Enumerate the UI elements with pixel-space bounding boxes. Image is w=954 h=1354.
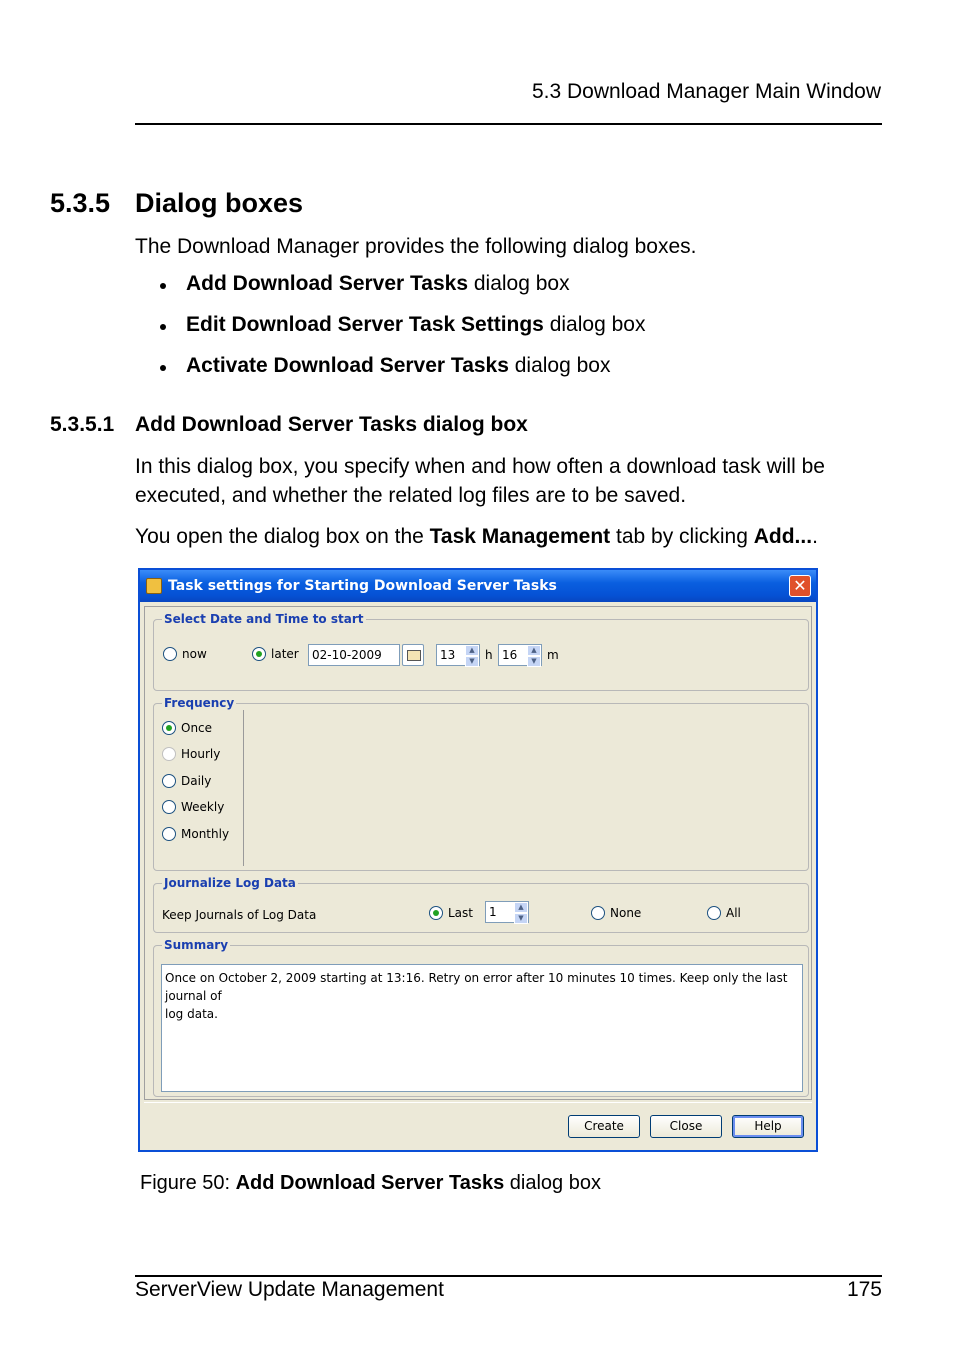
start-time-group bbox=[153, 612, 809, 691]
subsection-heading bbox=[50, 413, 528, 437]
frequency-group bbox=[153, 696, 809, 871]
list-item-bold: Edit Download Server Task Settings bbox=[186, 313, 544, 336]
radio-icon bbox=[162, 774, 176, 788]
minute-unit: m bbox=[547, 648, 559, 662]
paragraph bbox=[135, 452, 825, 510]
group-legend: Select Date and Time to start bbox=[164, 612, 364, 626]
task-settings-dialog bbox=[138, 568, 818, 1152]
log-none-radio[interactable] bbox=[591, 906, 641, 920]
frequency-once-radio[interactable] bbox=[162, 721, 212, 735]
log-all-radio[interactable] bbox=[707, 906, 741, 920]
bullet-icon bbox=[160, 324, 166, 330]
spin-down-icon[interactable]: ▼ bbox=[465, 656, 479, 667]
list-item-text: dialog box bbox=[468, 272, 570, 295]
close-window-button[interactable]: ✕ bbox=[789, 575, 811, 597]
radio-label: Hourly bbox=[181, 747, 221, 761]
radio-label: Once bbox=[181, 721, 213, 735]
list-item-text: dialog box bbox=[543, 313, 646, 336]
section-heading bbox=[50, 188, 303, 219]
list-item-text: dialog box bbox=[508, 354, 611, 377]
radio-disabled-icon bbox=[162, 747, 176, 761]
radio-selected-icon bbox=[162, 721, 176, 735]
frequency-hourly-radio[interactable] bbox=[162, 747, 220, 761]
dialog-button-bar bbox=[144, 1102, 812, 1148]
summary-text-area[interactable] bbox=[161, 964, 803, 1092]
group-legend: Summary bbox=[164, 938, 229, 952]
journal-count-value: 1 bbox=[489, 905, 497, 919]
dialog-title: Task settings for Starting Download Server Tasks bbox=[168, 578, 557, 594]
radio-label: now bbox=[182, 647, 207, 661]
list-item bbox=[160, 272, 645, 313]
section-title: Dialog boxes bbox=[135, 188, 304, 218]
radio-icon bbox=[707, 906, 721, 920]
spin-up-icon[interactable]: ▲ bbox=[465, 645, 479, 656]
bullet-icon bbox=[160, 365, 166, 371]
radio-label: None bbox=[610, 906, 642, 920]
radio-icon bbox=[163, 647, 177, 661]
java-cup-icon bbox=[146, 578, 162, 594]
group-legend: Frequency bbox=[164, 696, 235, 710]
ui-term: Task Management bbox=[429, 525, 611, 548]
keep-journals-label: Keep Journals of Log Data bbox=[162, 908, 317, 922]
subsection-title: Add Download Server Tasks dialog box bbox=[135, 413, 528, 436]
radio-icon bbox=[162, 800, 176, 814]
radio-label: Last bbox=[448, 906, 473, 920]
text: . bbox=[812, 525, 818, 548]
radio-icon bbox=[162, 827, 176, 841]
radio-label: All bbox=[726, 906, 741, 920]
frequency-divider bbox=[243, 710, 244, 866]
running-header: 5.3 Download Manager Main Window bbox=[531, 80, 881, 103]
calendar-icon[interactable] bbox=[402, 644, 424, 666]
spinner-arrows[interactable] bbox=[514, 902, 528, 922]
list-item-bold: Activate Download Server Tasks bbox=[186, 354, 509, 377]
bullet-icon bbox=[160, 283, 166, 289]
footer-rule bbox=[135, 1275, 882, 1277]
footer-title: ServerView Update Management bbox=[135, 1278, 444, 1301]
minute-spinner[interactable] bbox=[498, 644, 542, 666]
text: tab by clicking bbox=[610, 525, 754, 548]
radio-icon bbox=[591, 906, 605, 920]
frequency-monthly-radio[interactable] bbox=[162, 827, 229, 841]
spinner-arrows[interactable] bbox=[465, 645, 479, 665]
paragraph-line: In this dialog box, you specify when and how often a download task will be bbox=[135, 455, 825, 478]
minute-value: 16 bbox=[502, 648, 518, 662]
journal-count-spinner[interactable] bbox=[485, 901, 529, 923]
list-item bbox=[160, 313, 645, 354]
list-item bbox=[160, 354, 645, 395]
spin-up-icon[interactable]: ▲ bbox=[514, 902, 528, 913]
log-last-radio[interactable] bbox=[429, 906, 473, 920]
log-data-group bbox=[153, 876, 809, 933]
caption-bold: Add Download Server Tasks bbox=[235, 1172, 505, 1194]
section-intro: The Download Manager provides the following dialog boxes. bbox=[135, 235, 697, 258]
later-radio[interactable] bbox=[252, 647, 299, 661]
dialog-titlebar[interactable] bbox=[140, 570, 816, 602]
radio-label: Monthly bbox=[181, 827, 230, 841]
radio-selected-icon bbox=[252, 647, 266, 661]
dialog-list bbox=[160, 272, 645, 395]
figure-caption bbox=[140, 1172, 601, 1195]
help-button[interactable]: Help bbox=[732, 1115, 804, 1138]
hour-unit: h bbox=[485, 648, 493, 662]
radio-selected-icon bbox=[429, 906, 443, 920]
paragraph bbox=[135, 522, 818, 551]
page-number: 175 bbox=[846, 1278, 882, 1301]
subsection-number: 5.3.5.1 bbox=[50, 413, 115, 436]
section-number: 5.3.5 bbox=[50, 188, 111, 218]
close-button[interactable]: Close bbox=[650, 1115, 722, 1138]
spin-up-icon[interactable]: ▲ bbox=[527, 645, 541, 656]
summary-line: log data. bbox=[165, 1007, 218, 1021]
radio-label: Weekly bbox=[181, 800, 225, 814]
text: You open the dialog box on the bbox=[135, 525, 430, 548]
now-radio[interactable] bbox=[163, 647, 207, 661]
summary-group bbox=[153, 938, 809, 1097]
list-item-bold: Add Download Server Tasks bbox=[186, 272, 469, 295]
header-rule bbox=[135, 123, 882, 125]
ui-term: Add... bbox=[753, 525, 813, 548]
frequency-daily-radio[interactable] bbox=[162, 774, 211, 788]
caption-text: dialog box bbox=[504, 1172, 601, 1194]
hour-value: 13 bbox=[440, 648, 456, 662]
date-field[interactable]: 02-10-2009 bbox=[308, 644, 400, 666]
frequency-weekly-radio[interactable] bbox=[162, 800, 224, 814]
radio-label: later bbox=[271, 647, 299, 661]
group-legend: Journalize Log Data bbox=[164, 876, 296, 890]
spin-down-icon[interactable]: ▼ bbox=[514, 913, 528, 924]
caption-label: Figure 50: bbox=[140, 1172, 236, 1194]
create-button[interactable]: Create bbox=[568, 1115, 640, 1138]
summary-line: Once on October 2, 2009 starting at 13:16. Retry on error after 10 minutes 10 times. Keep only the last journal of bbox=[165, 971, 788, 1003]
radio-label: Daily bbox=[181, 774, 212, 788]
hour-spinner[interactable] bbox=[436, 644, 480, 666]
dialog-body bbox=[144, 606, 812, 1100]
spinner-arrows[interactable] bbox=[527, 645, 541, 665]
spin-down-icon[interactable]: ▼ bbox=[527, 656, 541, 667]
paragraph-line: executed, and whether the related log files are to be saved. bbox=[135, 484, 687, 507]
